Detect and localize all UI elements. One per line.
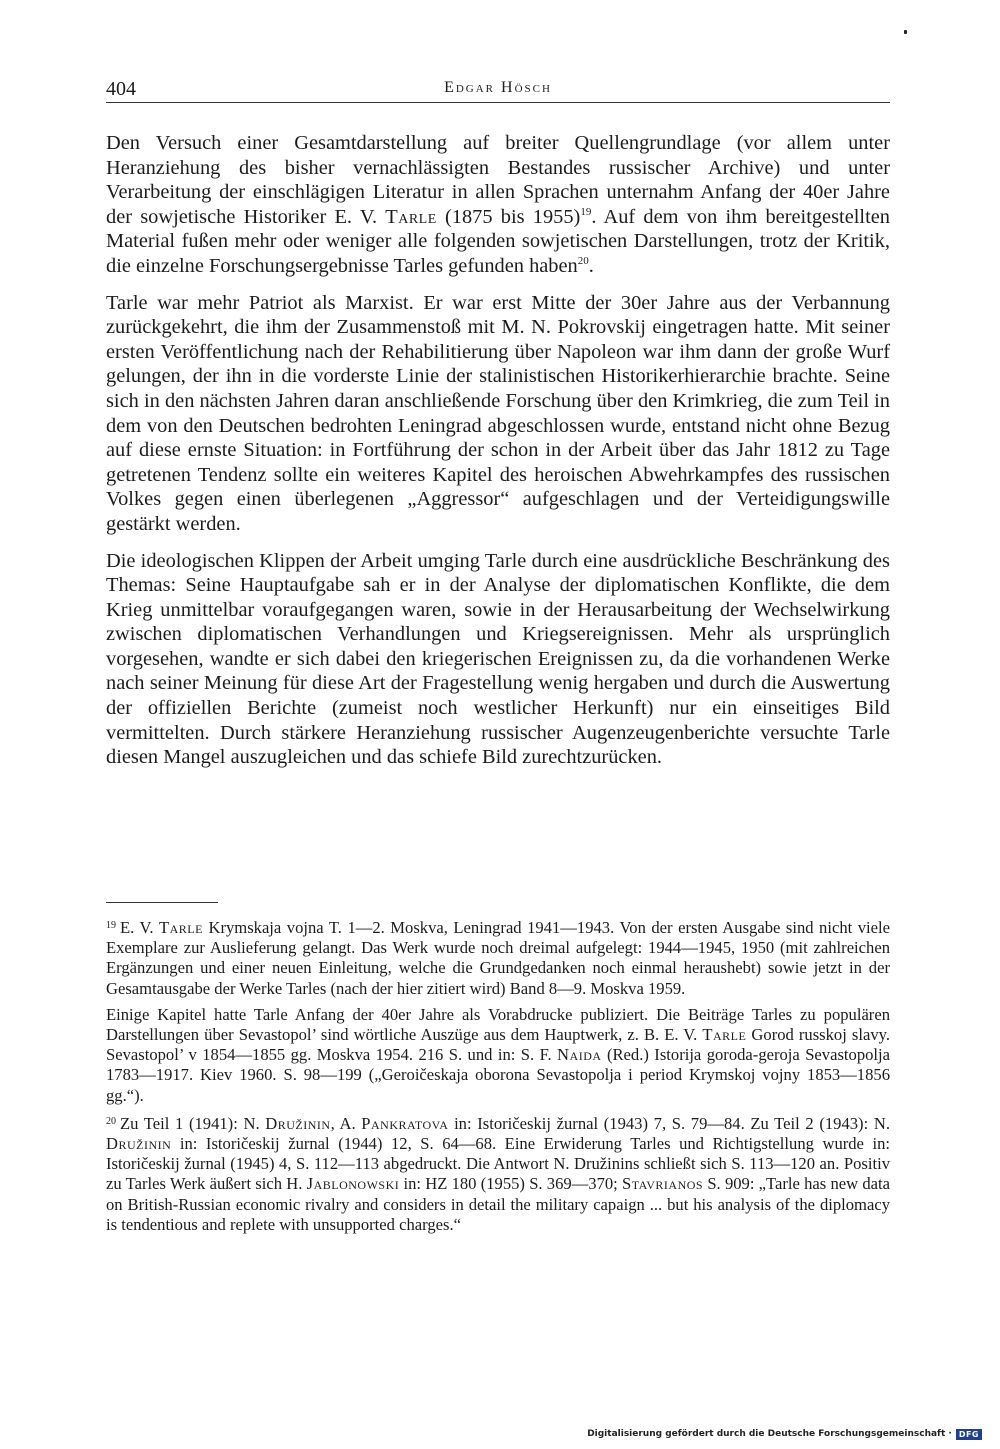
- author-name: Naida: [557, 1045, 602, 1065]
- credit-text: Digitalisierung gefördert durch die Deutsche Forschungsgemeinschaft ·: [587, 1429, 952, 1439]
- scan-speck: [904, 30, 907, 34]
- footnotes: [106, 916, 890, 1241]
- running-head: Edgar Hösch: [444, 79, 552, 96]
- author-name: Družinin: [265, 1113, 331, 1133]
- author-name: Tarle: [702, 1025, 747, 1045]
- text-run: (1875 bis 1955): [436, 205, 581, 228]
- author-name: Tarle: [159, 918, 203, 937]
- page-header: [106, 76, 890, 103]
- footnote-number: 20: [106, 1115, 116, 1127]
- text-run: , A.: [330, 1113, 362, 1133]
- footnote-divider: [106, 902, 218, 903]
- author-name: Pankratova: [361, 1113, 449, 1133]
- main-text: [106, 131, 890, 782]
- text-run: in: HZ 180 (1955) S. 369—370;: [399, 1174, 623, 1194]
- text-run: (Red.) Istorija goroda-geroja Sevastopolja 1783—1917. Kiev 1960. S. 98—199 („Geroičeskaja oborona Sevastopolja i period Krymskoj vojny 1853—1856 gg.“).: [106, 1045, 890, 1105]
- author-name: Stavrianos: [622, 1174, 704, 1194]
- text-run: . Auf dem von ihm bereitgestellten Material fußen mehr oder weniger alle folgenden sowjetischen Darstellungen, trotz der Kritik, die einzelne Forschungsergebnisse Tarles gefunden haben: [106, 205, 891, 277]
- page-number: 404: [106, 78, 136, 100]
- dfg-logo: DFG: [956, 1429, 982, 1440]
- footnote-ref-20[interactable]: 20: [577, 255, 589, 268]
- paragraph-1: [106, 131, 890, 279]
- footnote-20: [106, 1112, 890, 1235]
- footnote-number: 19: [106, 920, 116, 931]
- author-name: Družinin: [106, 1134, 172, 1154]
- text-run: Gorod russkoj slavy. Sevastopol’ v 1854—1855 gg. Moskva 1954. 216 S. und in: S. F.: [106, 1025, 890, 1065]
- footnote-19-continued: [106, 1005, 890, 1106]
- author-name: Tarle: [385, 205, 437, 228]
- text-run: Zu Teil 1 (1941): N.: [120, 1113, 266, 1133]
- footnote-19: [106, 916, 890, 999]
- text-run: Den Versuch einer Gesamtdarstellung auf breiter Quellengrundlage (vor allem unter Heranziehung des bisher vernachlässigten Bestandes russischer Archive) und unter Verarbeitung der einschlägigen Literatur in allen Sprachen unternahm Anfang der 40er Jahre der sowjetische Historiker E. V.: [106, 132, 890, 228]
- text-run: .: [588, 254, 594, 277]
- text-run: in: Istoričeskij žurnal (1944) 12, S. 64—68. Eine Erwiderung Tarles und Richtigstellung wurde in: Istoričeskij žurnal (1945) 4, S. 112—113 abgedruckt. Die Antwort N. Družinins schließt sich S. 113—120 an. Positiv zu Tarles Werk äußert sich H.: [106, 1134, 890, 1194]
- paragraph-3: Die ideologischen Klippen der Arbeit umging Tarle durch eine ausdrückliche Beschränkung des Themas: Seine Hauptaufgabe sah er in der Analyse der diplomatischen Konflikte, die dem Krieg unmittelbar voraufgegangen waren, sowie in der Herausarbeitung der Wechselwirkung zwischen diplomatischen Verhandlungen und Kriegsereignissen. Mehr als ursprünglich vorgesehen, wandte er sich dabei den kriegerischen Ereignissen zu, da die vorhandenen Werke nach seiner Meinung für diese Art der Fragestellung wenig hergaben und durch die Auswertung der offiziellen Berichte (zumeist noch westlicher Herkunft) nur ein einseitiges Bild vermittelten. Durch stärkere Heranziehung russischer Augenzeugenberichte versuchte Tarle diesen Mangel auszugleichen und das schiefe Bild zurechtzurücken.: [106, 549, 890, 769]
- text-run: E. V.: [120, 918, 159, 937]
- digitization-credit: [587, 1426, 982, 1442]
- text-run: in: Istoričeskij žurnal (1943) 7, S. 79—84. Zu Teil 2 (1943): N.: [448, 1113, 890, 1133]
- author-name: Jablonowski: [306, 1174, 400, 1194]
- paragraph-2: Tarle war mehr Patriot als Marxist. Er war erst Mitte der 30er Jahre aus der Verbannung zurückgekehrt, die ihm der Zusammenstoß mit M. N. Pokrovskij eingetragen hatte. Mit seiner ersten Veröffentlichung nach der Rehabilitierung über Napoleon war ihm dann der große Wurf gelungen, der ihn in die vorderste Linie der stalinistischen Historikerhierarchie brachte. Seine sich in den nächsten Jahren daran anschließende Forschung über den Krimkrieg, die zum Teil in dem von den Deutschen bedrohten Leningrad abgeschlossen wurde, entstand nicht ohne Bezug auf diese ernste Situation: in Fortführung der schon in der Arbeit über das Jahr 1812 zu Tage getretenen Tendenz sollte ein weiteres Kapitel des heroischen Abwehrkampfes des russischen Volkes gegen einen überlegenen „Aggressor“ aufgeschlagen und der Verteidigungswille gestärkt werden.: [106, 291, 890, 535]
- text-run: Krymskaja vojna T. 1—2. Moskva, Leningrad 1941—1943. Von der ersten Ausgabe sind nicht viele Exemplare zur Auslieferung gelangt. Das Werk wurde noch dreimal aufgelegt: 1944—1945, 1950 (mit zahlreichen Ergänzungen und einer neuen Einleitung, welche die Grundgedanken noch einmal heraushebt) sowie jetzt in der Gesamtausgabe der Werke Tarles (nach der hier zitiert wird) Band 8—9. Moskva 1959.: [106, 918, 890, 998]
- text-run: Einige Kapitel hatte Tarle Anfang der 40er Jahre als Vorabdrucke publiziert. Die Beiträge Tarles zu populären Darstellungen über Sevastopol’ sind wörtliche Auszüge aus dem Hauptwerk, z. B. E. V.: [106, 1004, 890, 1045]
- text-run: S. 909: „Tarle has new data on British-Russian economic rivalry and considers in detail the military capaign ... but his analysis of the diplomacy is tendentious and replete with unsupported charges.“: [106, 1174, 890, 1234]
- footnote-ref-19[interactable]: 19: [580, 205, 592, 218]
